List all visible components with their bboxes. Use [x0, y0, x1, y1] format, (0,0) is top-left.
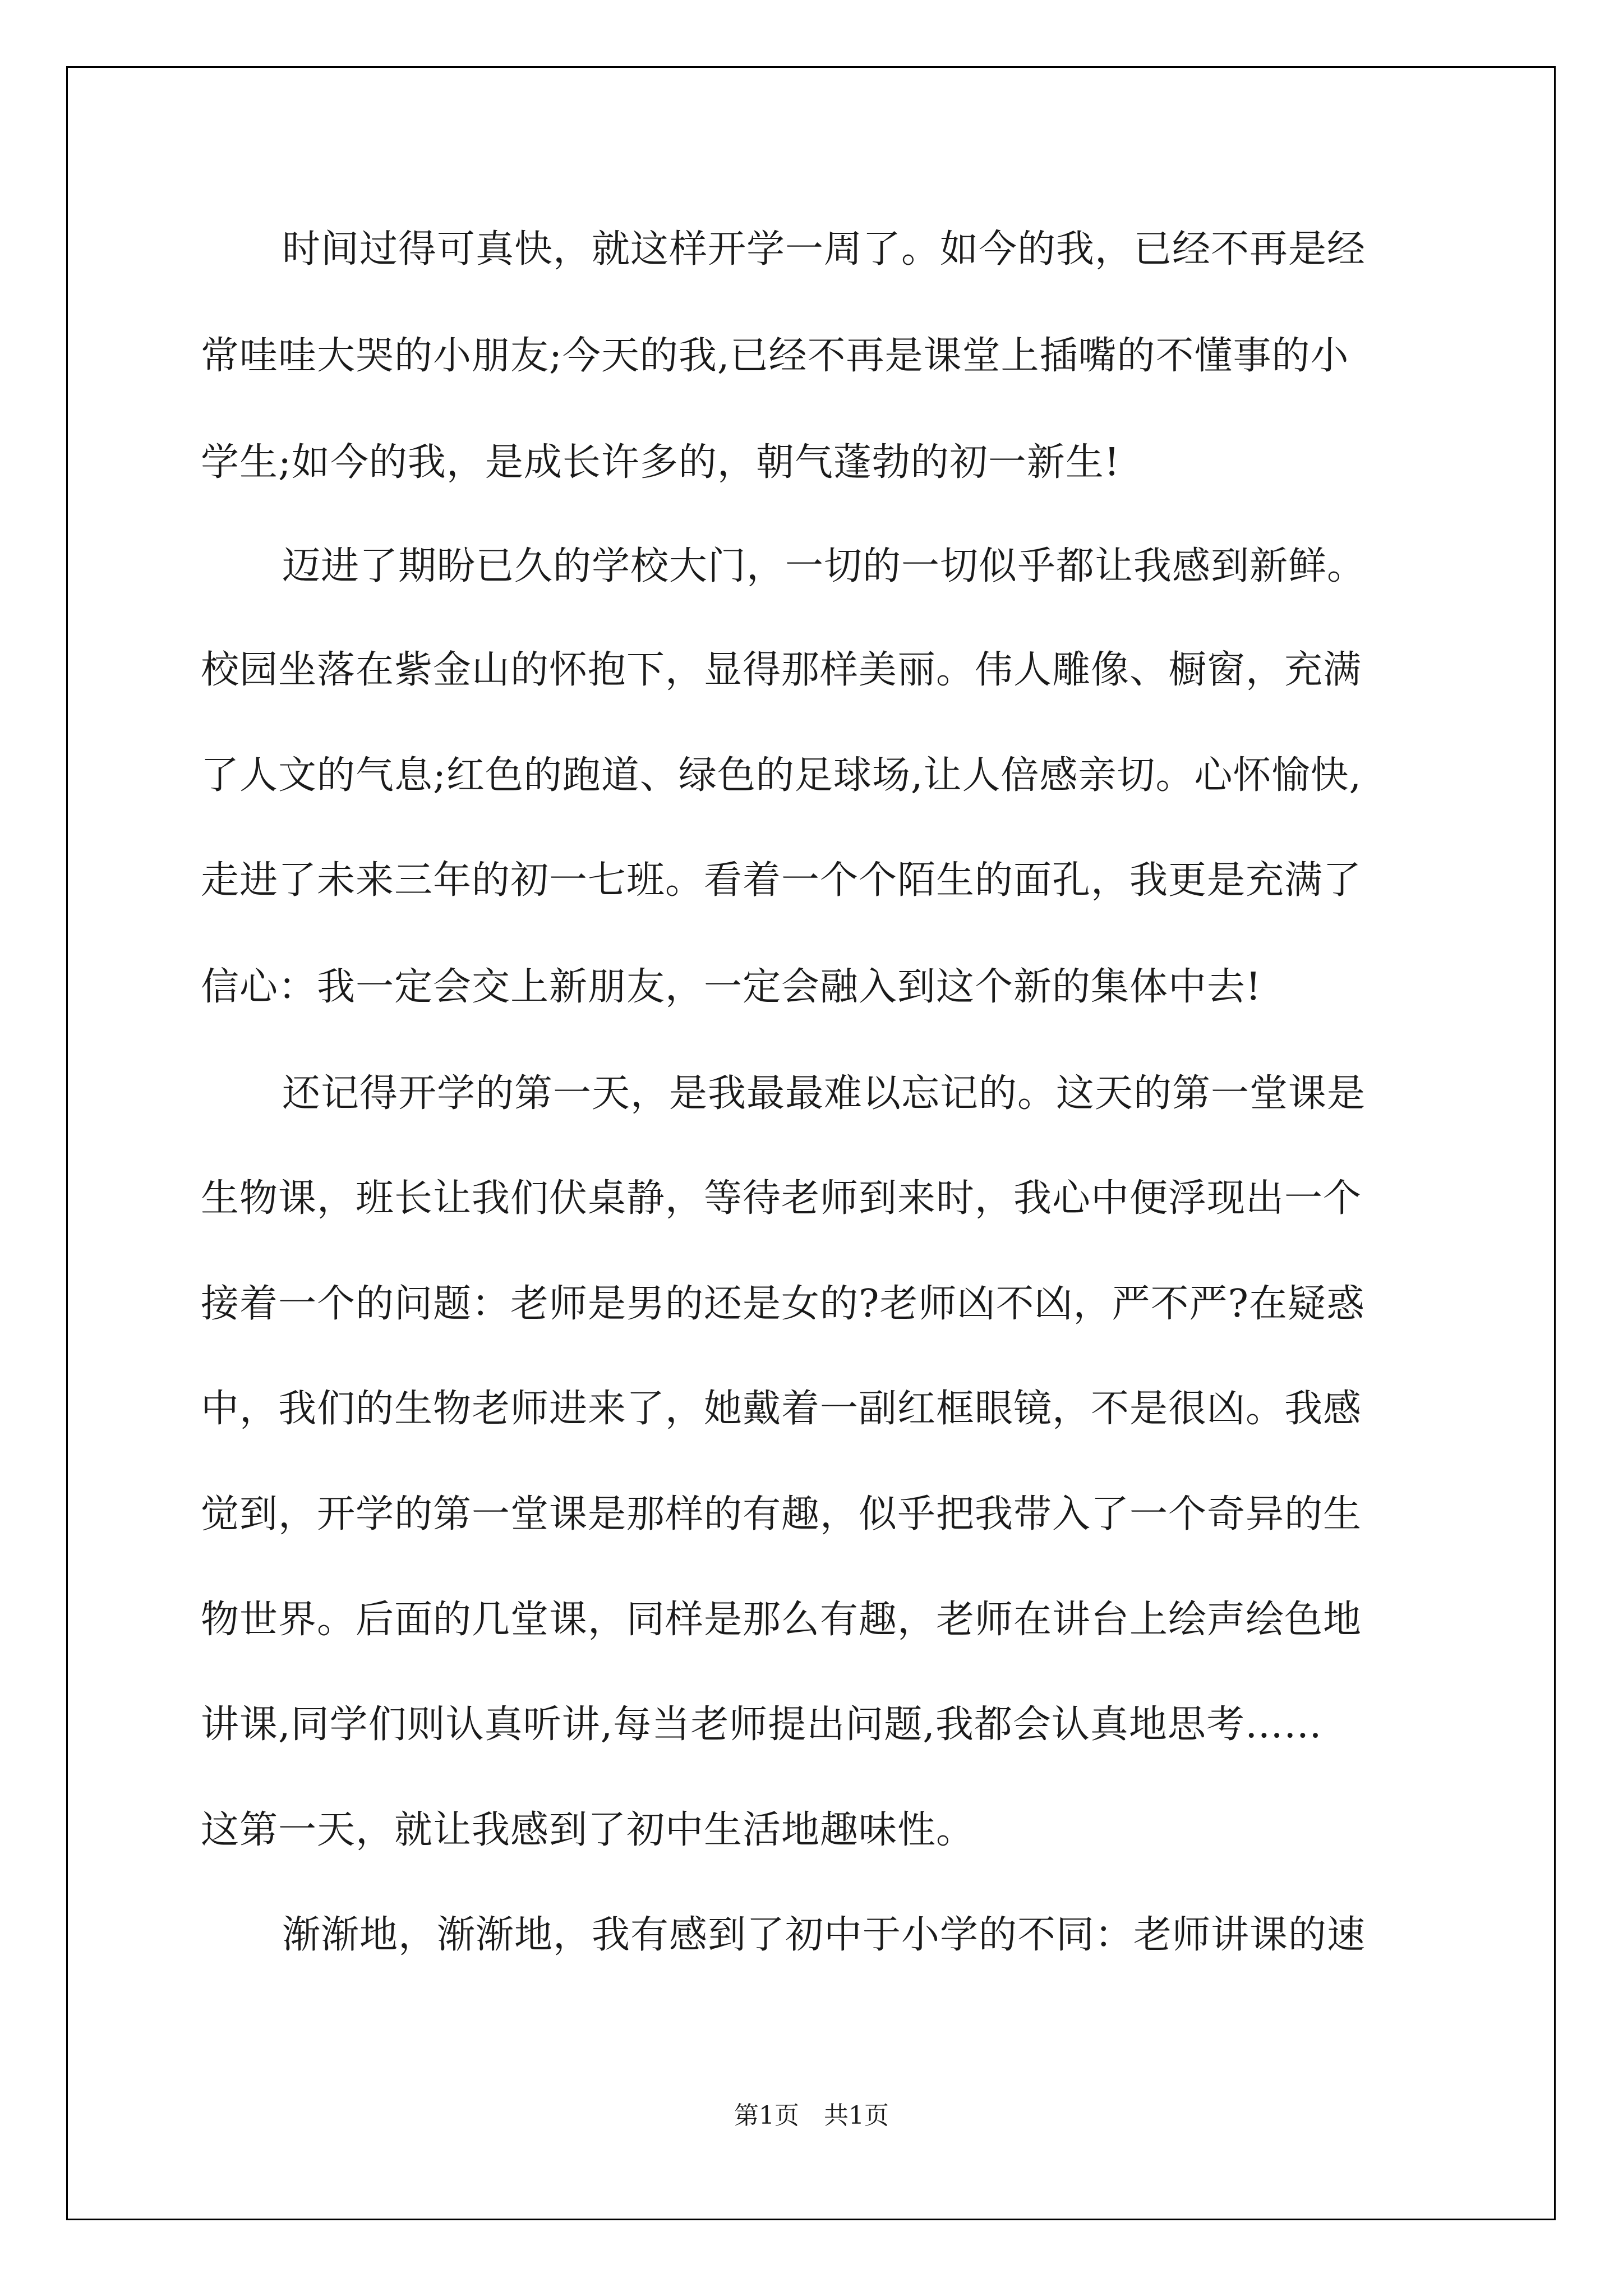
- paragraph-1-line-2: 常哇哇大哭的小朋友;今天的我,已经不再是课堂上插嘴的不懂事的小: [201, 334, 1349, 378]
- paragraph-3-line-7: 讲课,同学们则认真听讲,每当老师提出问题,我都会认真地思考……: [201, 1703, 1322, 1747]
- paragraph-2-line-3: 了人文的气息;红色的跑道、绿色的足球场,让人倍感亲切。心怀愉快,: [201, 753, 1362, 798]
- paragraph-2-line-5: 信心：我一定会交上新朋友，一定会融入到这个新的集体中去!: [201, 965, 1262, 1009]
- paragraph-1-line-3: 学生;如今的我，是成长许多的，朝气蓬勃的初一新生!: [201, 440, 1121, 485]
- page-number-current: 第1页: [734, 2101, 799, 2130]
- paragraph-2-line-2: 校园坐落在紫金山的怀抱下，显得那样美丽。伟人雕像、橱窗，充满: [201, 648, 1362, 692]
- paragraph-3-line-1: 还记得开学的第一天，是我最最难以忘记的。这天的第一堂课是: [282, 1071, 1366, 1116]
- page-border: [66, 66, 1556, 2220]
- paragraph-4-line-1: 渐渐地，渐渐地，我有感到了初中于小学的不同：老师讲课的速: [282, 1913, 1366, 1957]
- paragraph-1-line-1: 时间过得可真快，就这样开学一周了。如今的我，已经不再是经: [282, 227, 1366, 272]
- paragraph-2-line-4: 走进了未来三年的初一七班。看着一个个陌生的面孔，我更是充满了: [201, 858, 1362, 903]
- paragraph-2-line-1: 迈进了期盼已久的学校大门，一切的一切似乎都让我感到新鲜。: [282, 544, 1366, 588]
- page-footer: [0, 2099, 1623, 2133]
- paragraph-3-line-8: 这第一天，就让我感到了初中生活地趣味性。: [201, 1808, 975, 1852]
- paragraph-3-line-2: 生物课，班长让我们伏桌静，等待老师到来时，我心中便浮现出一个: [201, 1176, 1362, 1221]
- page-number-total: 共1页: [824, 2101, 889, 2130]
- paragraph-3-line-4: 中，我们的生物老师进来了，她戴着一副红框眼镜，不是很凶。我感: [201, 1387, 1362, 1431]
- paragraph-3-line-6: 物世界。后面的几堂课，同样是那么有趣，老师在讲台上绘声绘色地: [201, 1598, 1362, 1642]
- paragraph-3-line-5: 觉到，开学的第一堂课是那样的有趣，似乎把我带入了一个奇异的生: [201, 1492, 1362, 1536]
- paragraph-3-line-3: 接着一个的问题：老师是男的还是女的?老师凶不凶，严不严?在疑惑: [201, 1282, 1365, 1326]
